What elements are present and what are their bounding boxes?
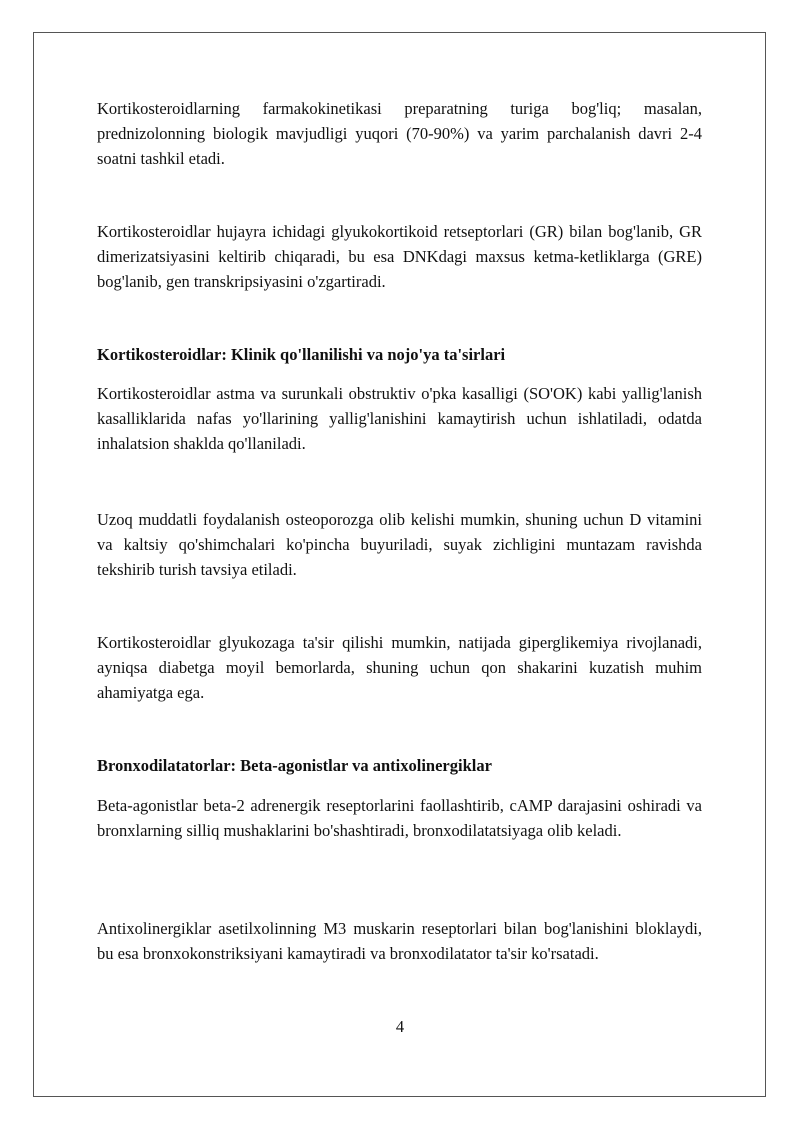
paragraph-osteoporosis: Uzoq muddatli foydalanish osteoporozga olib kelishi mumkin, shuning uchun D vitamini va kaltsiy qo'shimchalari ko'pincha buyuriladi, suyak zichligini muntazam ravishda tekshirib turish tavsiya etiladi. bbox=[97, 510, 702, 579]
paragraph-pharmacokinetics: Kortikosteroidlarning farmakokinetikasi preparatning turiga bog'liq; masalan, prednizolonning biologik mavjudligi yuqori (70-90%) va yarim parchalanish davri 2-4 soatni tashkil etadi. bbox=[97, 99, 702, 168]
section-heading-clinical-use: Kortikosteroidlar: Klinik qo'llanilishi va nojo'ya ta'sirlari bbox=[97, 345, 506, 364]
paragraph-mechanism: Kortikosteroidlar hujayra ichidagi glyukokortikoid retseptorlari (GR) bilan bog'lanib, GR dimerizatsiyasini keltirib chiqaradi, bu esa DNKdagi maxsus ketma-ketliklarga (GRE) bog'lanib, gen transkripsiyasini o'zgartiradi. bbox=[97, 222, 702, 291]
section-heading-bronchodilators: Bronxodilatatorlar: Beta-agonistlar va antixolinergiklar bbox=[97, 756, 492, 775]
paragraph-anticholinergics: Antixolinergiklar asetilxolinning M3 muskarin reseptorlari bilan bog'lanishini bloklaydi, bu esa bronxokonstriksiyani kamaytiradi va bronxodilatator ta'sir ko'rsatadi. bbox=[97, 919, 702, 963]
page-number: 4 bbox=[395, 1017, 405, 1036]
paragraph-beta-agonists: Beta-agonistlar beta-2 adrenergik reseptorlarini faollashtirib, cAMP darajasini oshiradi va bronxlarning silliq mushaklarini bo'shashtiradi, bronxodilatatsiyaga olib keladi. bbox=[97, 796, 702, 840]
paragraph-asthma-copd: Kortikosteroidlar astma va surunkali obstruktiv o'pka kasalligi (SO'OK) kabi yallig'lanish kasalliklarida nafas yo'llarining yallig'lanishini kamaytirish uchun ishlatiladi, odatda inhalatsion shaklda qo'llaniladi. bbox=[97, 384, 702, 453]
paragraph-hyperglycemia: Kortikosteroidlar glyukozaga ta'sir qilishi mumkin, natijada giperglikemiya rivojlanadi, ayniqsa diabetga moyil bemorlarda, shuning uchun qon shakarini kuzatish muhim ahamiyatga ega. bbox=[97, 633, 702, 702]
